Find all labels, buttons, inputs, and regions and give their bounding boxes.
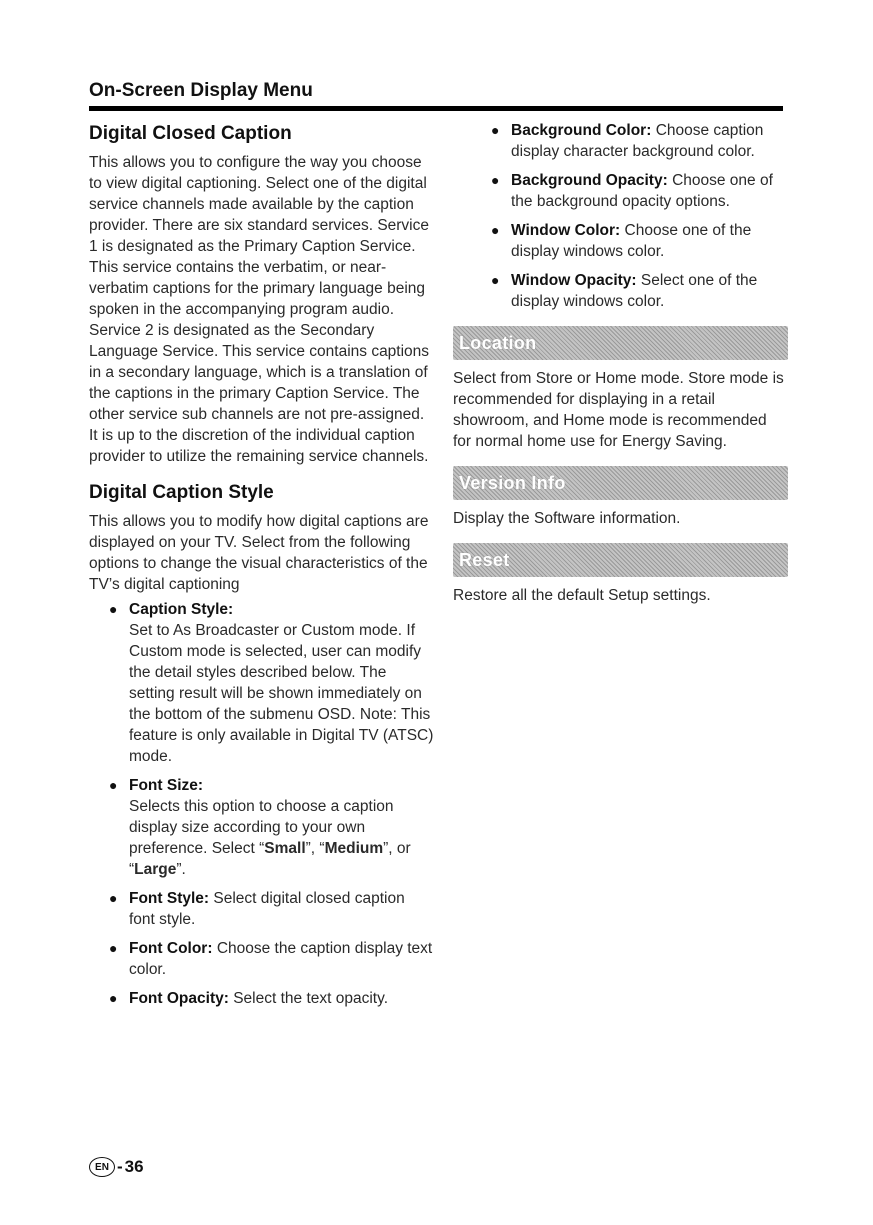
- footer-separator: -: [117, 1157, 123, 1176]
- left-column: [89, 118, 434, 1017]
- list-item-font-color: [109, 938, 434, 980]
- item-desc: Select one of the display windows color.: [511, 272, 758, 310]
- reset-body: Restore all the default Setup settings.: [453, 587, 711, 604]
- section-bar-version-info: [453, 466, 788, 500]
- list-item-window-opacity: [491, 270, 788, 312]
- item-desc: Choose one of the background opacity options.: [511, 172, 773, 210]
- caption-style-options-list: [89, 599, 434, 1009]
- location-body: Select from Store or Home mode. Store mode is recommended for displaying in a retail showroom, and Home mode is recommended for normal home use for Energy Saving.: [453, 370, 784, 450]
- item-term: Background Color:: [511, 122, 652, 139]
- option-medium: Medium: [324, 840, 384, 857]
- bullet-icon: ●: [491, 122, 500, 138]
- bullet-icon: ●: [491, 272, 500, 288]
- page-header-title: On-Screen Display Menu: [89, 80, 313, 101]
- section-title-version-info: Version Info: [459, 472, 566, 493]
- item-term: Background Opacity:: [511, 172, 668, 189]
- item-term: Font Opacity:: [129, 990, 229, 1007]
- digital-caption-style-body: This allows you to modify how digital captions are displayed on your TV. Select from the following options to change the visual characteristics of the TV’s digital captioning: [89, 513, 429, 593]
- list-item-font-style: [109, 888, 434, 930]
- section-title-reset: Reset: [459, 549, 510, 570]
- list-item-background-opacity: [491, 170, 788, 212]
- section-title-location: Location: [459, 332, 537, 353]
- separator-text: ”, or “: [129, 840, 411, 878]
- right-column: [453, 118, 788, 606]
- item-term: Caption Style:: [129, 601, 234, 618]
- item-term: Font Size:: [129, 777, 204, 794]
- bullet-icon: ●: [109, 777, 118, 793]
- item-term: Window Color:: [511, 222, 621, 239]
- page-number: 36: [124, 1157, 144, 1176]
- list-item-caption-style: [109, 599, 434, 767]
- list-item-font-size: [109, 775, 434, 880]
- version-info-body: Display the Software information.: [453, 510, 681, 527]
- page-footer: [89, 1157, 144, 1177]
- list-item-window-color: [491, 220, 788, 262]
- item-desc: [129, 796, 434, 880]
- digital-closed-caption-body: This allows you to configure the way you choose to view digital captioning. Select one of the digital service channels made available by the caption provider. There are six standard services. Service 1 is designated as the Primary Caption Service. This service contains the verbatim, or near-verbatim captions for the primary language being spoken in the accompanying program audio. Service 2 is designated as the Secondary Language Service. This service contains captions in a secondary language, which is a translation of the captions in the primary Caption Service. The other service sub channels are not pre-assigned. It is up to the discretion of the individual caption provider to utilize the remaining service channels.: [89, 154, 430, 465]
- bullet-icon: ●: [491, 172, 500, 188]
- language-badge-icon: EN: [89, 1157, 115, 1177]
- header-rule: [89, 106, 783, 111]
- item-desc: Choose the caption display text color.: [129, 940, 433, 978]
- bullet-icon: ●: [491, 222, 500, 238]
- font-size-desc-text: Selects this option to choose a caption display size according to your own preference. Select “: [129, 798, 394, 857]
- item-desc: Select the text opacity.: [233, 990, 388, 1007]
- bullet-icon: ●: [109, 601, 118, 617]
- bullet-icon: ●: [109, 990, 118, 1006]
- item-desc: Choose one of the display windows color.: [511, 222, 752, 260]
- item-desc: Select digital closed caption font style.: [129, 890, 405, 928]
- section-bar-reset: [453, 543, 788, 577]
- item-desc: Choose caption display character background color.: [511, 122, 764, 160]
- item-term: Font Style:: [129, 890, 210, 907]
- list-item-font-opacity: [109, 988, 434, 1009]
- background-window-options-list: [453, 120, 788, 312]
- separator-text: ”, “: [305, 840, 325, 857]
- section-title-digital-caption-style: Digital Caption Style: [89, 482, 274, 503]
- item-term: Window Opacity:: [511, 272, 637, 289]
- item-term: Font Color:: [129, 940, 213, 957]
- option-small: Small: [264, 840, 306, 857]
- item-desc: Set to As Broadcaster or Custom mode. If Custom mode is selected, user can modify the detail styles described below. The setting result will be shown immediately on the bottom of the submenu OSD. Note: This feature is only available in Digital TV (ATSC) mode.: [129, 622, 434, 765]
- closing-quote: ”.: [176, 861, 186, 878]
- section-title-digital-closed-caption: Digital Closed Caption: [89, 123, 292, 144]
- bullet-icon: ●: [109, 890, 118, 906]
- bullet-icon: ●: [109, 940, 118, 956]
- section-bar-location: [453, 326, 788, 360]
- option-large: Large: [134, 861, 177, 878]
- list-item-background-color: [491, 120, 788, 162]
